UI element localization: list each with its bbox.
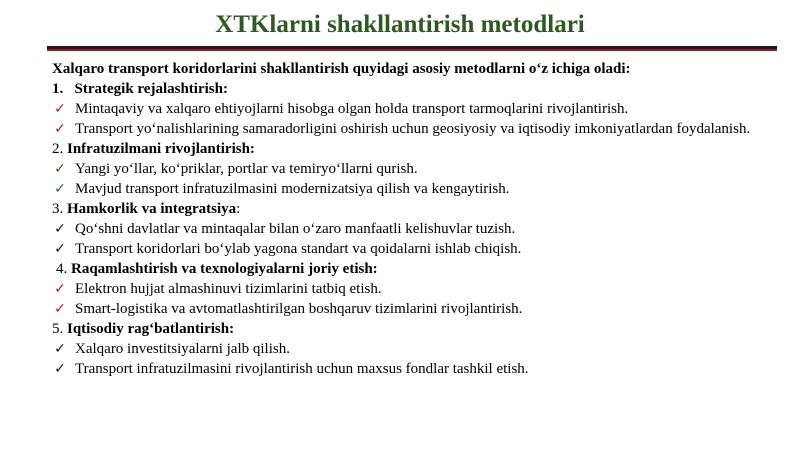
list-item [52, 279, 772, 299]
section-number: 3. [52, 201, 64, 217]
checkmark-icon: ✓ [54, 341, 66, 357]
list-item [52, 239, 772, 259]
list-item-text: Transport yo‘nalishlarining samaradorligini oshirish uchun geosiyosiy va iqtisodiy imkoniyatlardan foydalanish. [75, 121, 751, 137]
list-item-text: Smart-logistika va avtomatlashtirilgan boshqaruv tizimlarini rivojlantirish. [75, 301, 523, 317]
checkmark-icon: ✓ [54, 181, 66, 197]
section-3-heading [52, 199, 772, 219]
section-number: 5. [52, 321, 64, 337]
checkmark-icon: ✓ [54, 221, 66, 237]
list-item-text: Elektron hujjat almashinuvi tizimlarini tatbiq etish. [75, 281, 382, 297]
section-5-heading [52, 319, 772, 339]
checkmark-icon: ✓ [54, 121, 66, 137]
section-1-heading [52, 79, 772, 99]
list-item-text: Yangi yo‘llar, ko‘priklar, portlar va temiryo‘llarni qurish. [75, 161, 418, 177]
section-suffix: : [236, 201, 241, 217]
section-heading: Raqamlashtirish va texnologiyalarni joriy etish: [71, 261, 378, 277]
checkmark-icon: ✓ [54, 361, 66, 377]
list-item [52, 179, 772, 199]
list-item [52, 219, 772, 239]
list-item [52, 159, 772, 179]
list-item-text: Qo‘shni davlatlar va mintaqalar bilan o‘zaro manfaatli kelishuvlar tuzish. [75, 221, 516, 237]
list-item [52, 99, 772, 119]
list-item [52, 359, 772, 379]
section-heading: Hamkorlik va integratsiya [67, 201, 237, 217]
section-heading: Strategik rejalashtirish: [74, 81, 228, 97]
section-4-heading [52, 259, 772, 279]
checkmark-icon: ✓ [54, 161, 66, 177]
checkmark-icon: ✓ [54, 281, 66, 297]
section-number: 4. [56, 261, 68, 277]
list-item-text: Mavjud transport infratuzilmasini modernizatsiya qilish va kengaytirish. [75, 181, 510, 197]
list-item-text: Transport koridorlari bo‘ylab yagona standart va qoidalarni ishlab chiqish. [75, 241, 522, 257]
checkmark-icon: ✓ [54, 101, 66, 117]
section-2-heading [52, 139, 772, 159]
section-number: 2. [52, 141, 64, 157]
list-item [52, 119, 772, 139]
list-item-text: Mintaqaviy va xalqaro ehtiyojlarni hisobga olgan holda transport tarmoqlarini rivojlantirish. [75, 101, 629, 117]
list-item [52, 339, 772, 359]
checkmark-icon: ✓ [54, 301, 66, 317]
title-rule-red [47, 49, 777, 51]
section-number: 1. [52, 81, 64, 97]
list-item-text: Xalqaro investitsiyalarni jalb qilish. [75, 341, 290, 357]
list-item [52, 299, 772, 319]
checkmark-icon: ✓ [54, 241, 66, 257]
intro-text: Xalqaro transport koridorlarini shakllantirish quyidagi asosiy metodlarni o‘z ichiga oladi: [52, 61, 631, 77]
section-heading: Infratuzilmani rivojlantirish: [67, 141, 255, 157]
content [52, 59, 772, 379]
list-item-text: Transport infratuzilmasini rivojlantirish uchun maxsus fondlar tashkil etish. [75, 361, 529, 377]
section-heading: Iqtisodiy rag‘batlantirish: [67, 321, 235, 337]
page-title: XTKlarni shakllantirish metodlari [215, 11, 585, 38]
